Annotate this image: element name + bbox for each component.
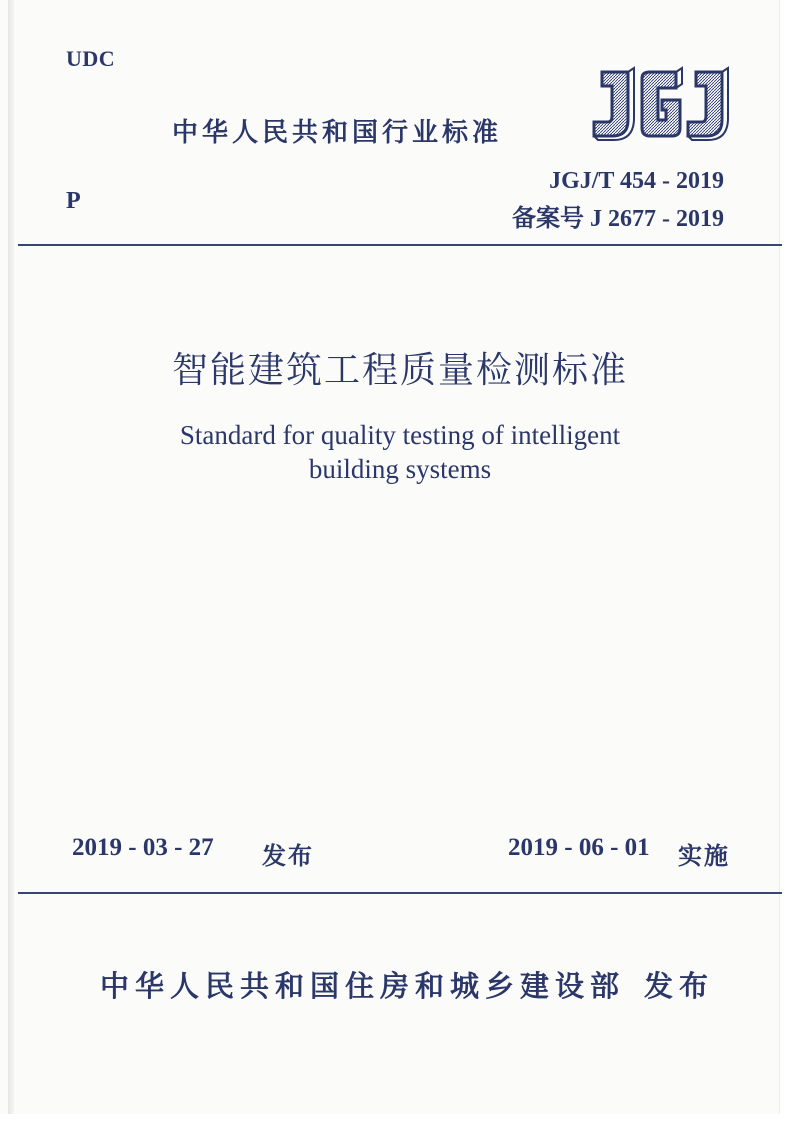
jgj-logo — [588, 64, 730, 144]
top-divider — [18, 244, 782, 246]
title-english-line1: Standard for quality testing of intelligent — [179, 420, 621, 450]
bottom-divider — [18, 892, 782, 894]
category-code: P — [66, 188, 81, 214]
binding-edge — [8, 0, 14, 1128]
publisher-name: 中华人民共和国住房和城乡建设部 — [100, 969, 626, 1003]
page-margin-right — [779, 0, 800, 1128]
title-english-line2: building systems — [308, 454, 492, 484]
issue-date: 2019 - 03 - 27 — [72, 834, 214, 861]
industry-standard-heading: 中华人民共和国行业标准 — [172, 118, 503, 148]
logo-letter-g — [642, 68, 682, 136]
udc-label: UDC — [66, 46, 116, 71]
standard-number: JGJ/T 454 - 2019 — [549, 168, 724, 194]
title-chinese: 智能建筑工程质量检测标准 — [171, 350, 628, 391]
implementation-label: 实施 — [678, 842, 730, 870]
logo-letter-j2 — [688, 68, 728, 140]
logo-letter-j1 — [594, 68, 634, 140]
page-margin-bottom — [0, 1114, 800, 1128]
record-number: 备案号 J 2677 - 2019 — [512, 206, 724, 232]
publisher-label: 发布 — [644, 969, 715, 1003]
issue-label: 发布 — [262, 842, 314, 870]
implementation-date: 2019 - 06 - 01 — [508, 834, 650, 861]
